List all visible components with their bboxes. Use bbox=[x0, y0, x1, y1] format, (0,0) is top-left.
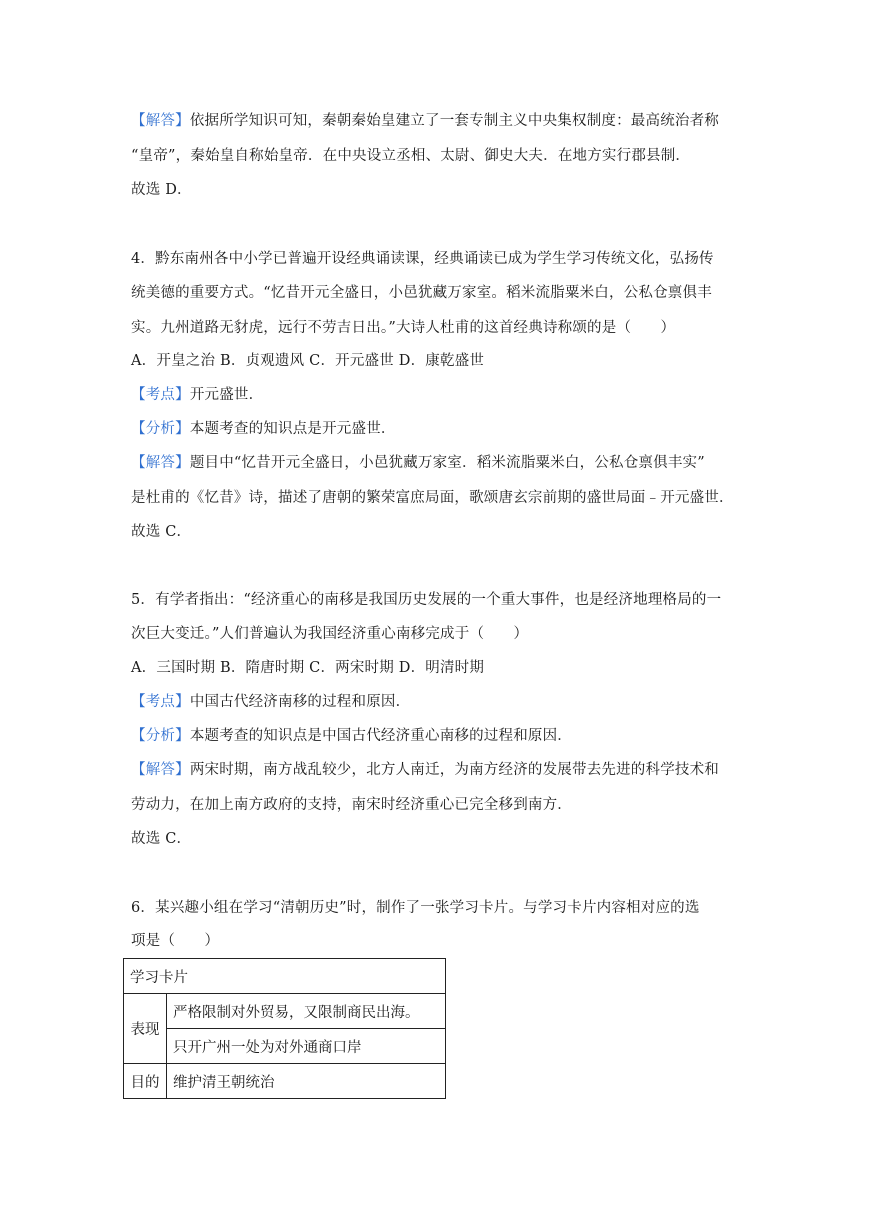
q4-analysis-text: 本题考查的知识点是开元盛世． bbox=[189, 421, 396, 437]
card-title-row bbox=[124, 959, 446, 994]
q4-answer-line-2: 是杜甫的《忆昔》诗，描述了唐朝的繁荣富庶局面，歌颂唐玄宗前期的盛世局面﹣开元盛世． bbox=[131, 490, 734, 506]
answer-tag: 【解答】 bbox=[131, 113, 190, 129]
q5-analysis bbox=[131, 726, 572, 746]
q5-point bbox=[131, 692, 410, 712]
q3-answer-line-1 bbox=[131, 111, 719, 131]
q4-answer-line-1 bbox=[131, 453, 705, 473]
q3-answer-text: 依据所学知识可知，秦朝秦始皇建立了一套专制主义中央集权制度：最高统治者称 bbox=[189, 113, 720, 129]
q4-point-text: 开元盛世． bbox=[189, 387, 264, 403]
q5-options: A．三国时期 B．隋唐时期 C．两宋时期 D．明清时期 bbox=[131, 660, 485, 676]
study-card-table bbox=[123, 958, 446, 1099]
card-purpose-row bbox=[124, 1064, 446, 1099]
q4-stem-line-3: 实。九州道路无豺虎，远行不劳吉日出。”大诗人杜甫的这首经典诗称颂的是（ ） bbox=[131, 320, 676, 336]
q4-options: A．开皇之治 B．贞观遗风 C．开元盛世 D．康乾盛世 bbox=[131, 353, 485, 369]
answer-tag: 【解答】 bbox=[131, 455, 190, 471]
q5-choice: 故选 C． bbox=[131, 831, 192, 847]
q5-analysis-text: 本题考查的知识点是中国古代经济重心南移的过程和原因． bbox=[189, 728, 573, 744]
q5-stem-line-1: 5．有学者指出：“经济重心的南移是我国历史发展的一个重大事件，也是经济地理格局的一 bbox=[131, 592, 722, 608]
card-performance-row-2 bbox=[124, 1029, 446, 1064]
q4-choice: 故选 C． bbox=[131, 524, 192, 540]
q5-stem-line-2: 次巨大变迁。”人们普遍认为我国经济重心南移完成于（ ） bbox=[131, 626, 529, 642]
q4-point bbox=[131, 385, 263, 405]
card-title: 学习卡片 bbox=[124, 959, 446, 994]
q4-analysis bbox=[131, 419, 396, 439]
card-performance-2: 只开广州一处为对外通商口岸 bbox=[167, 1029, 446, 1064]
point-tag: 【考点】 bbox=[131, 387, 190, 403]
point-tag: 【考点】 bbox=[131, 694, 190, 710]
q3-answer-line-2: “皇帝”，秦始皇自称始皇帝．在中央设立丞相、太尉、御史大夫．在地方实行郡县制． bbox=[131, 148, 691, 164]
q5-answer-line-2: 劳动力，在加上南方政府的支持，南宋时经济重心已完全移到南方． bbox=[131, 797, 572, 813]
q4-stem-line-1: 4．黔东南州各中小学已普遍开设经典诵读课，经典诵读已成为学生学习传统文化，弘扬传 bbox=[131, 251, 714, 267]
q6-stem-line-1: 6．某兴趣小组在学习“清朝历史”时，制作了一张学习卡片。与学习卡片内容相对应的选 bbox=[131, 900, 700, 916]
card-label-performance: 表现 bbox=[124, 994, 167, 1064]
q5-point-text: 中国古代经济南移的过程和原因． bbox=[189, 694, 411, 710]
q4-answer-text: 题目中“忆昔开元全盛日，小邑犹藏万家室．稻米流脂粟米白，公私仓禀俱丰实” bbox=[189, 455, 705, 471]
q6-stem-line-2: 项是（ ） bbox=[131, 933, 220, 949]
q3-choice: 故选 D． bbox=[131, 182, 192, 198]
q4-stem-line-2: 统美德的重要方式。“忆昔开元全盛日，小邑犹藏万家室。稻米流脂粟米白，公私仓禀俱丰 bbox=[131, 285, 712, 301]
q5-answer-line-1 bbox=[131, 760, 719, 780]
analysis-tag: 【分析】 bbox=[131, 728, 190, 744]
analysis-tag: 【分析】 bbox=[131, 421, 190, 437]
q5-answer-text: 两宋时期，南方战乱较少，北方人南迁，为南方经济的发展带去先进的科学技术和 bbox=[189, 762, 720, 778]
card-purpose: 维护清王朝统治 bbox=[167, 1064, 446, 1099]
card-performance-1: 严格限制对外贸易，又限制商民出海。 bbox=[167, 994, 446, 1029]
card-label-purpose: 目的 bbox=[124, 1064, 167, 1099]
card-performance-row-1 bbox=[124, 994, 446, 1029]
answer-tag: 【解答】 bbox=[131, 762, 190, 778]
